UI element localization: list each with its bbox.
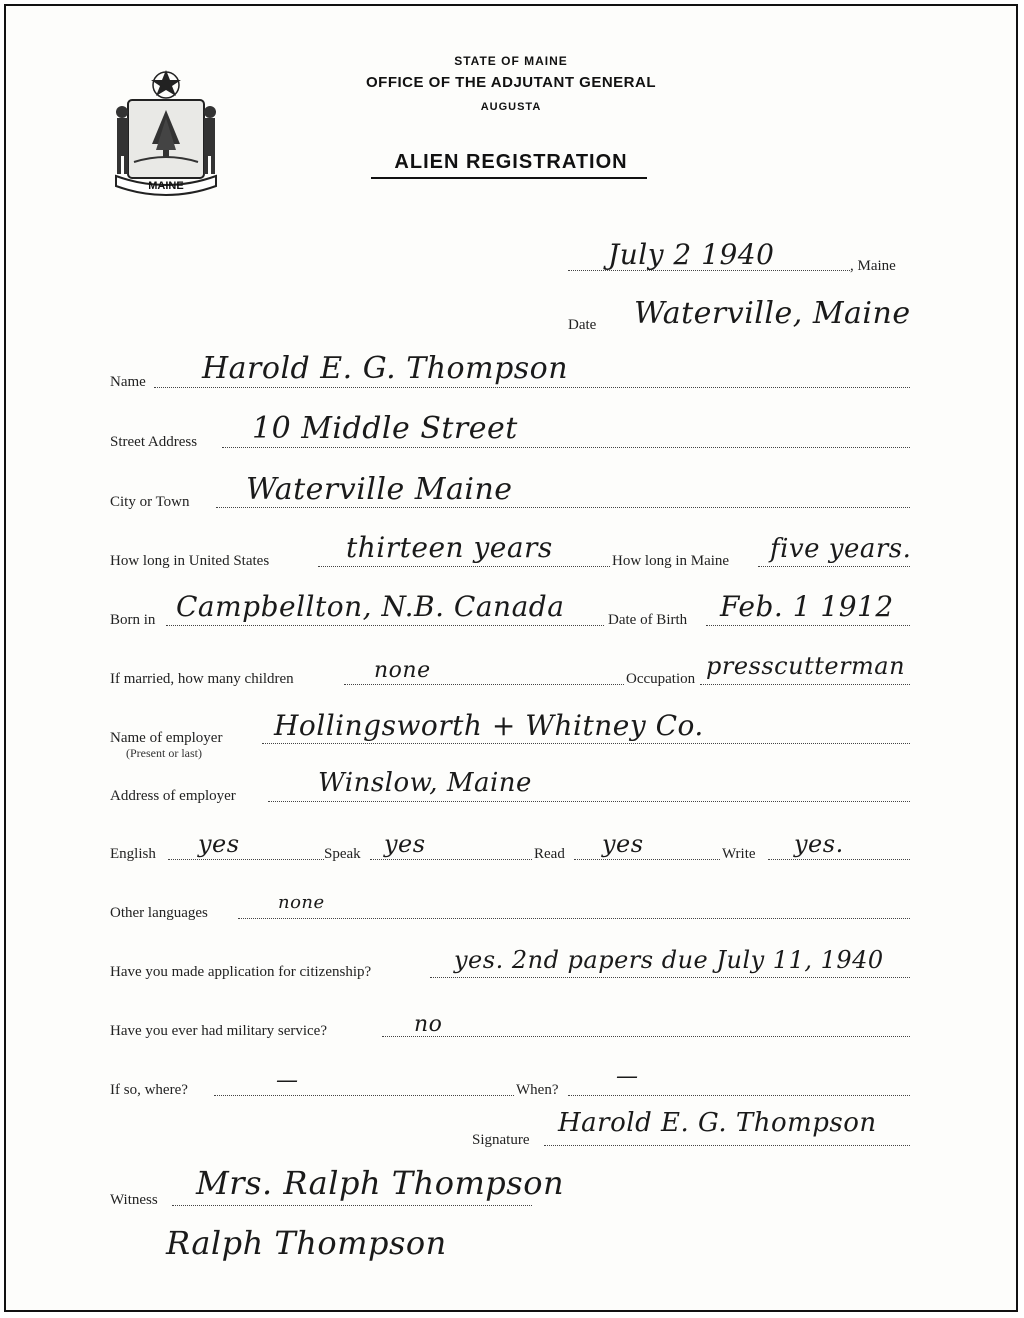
employer-name-value: Hollingsworth + Whitney Co. bbox=[274, 709, 704, 742]
children-label: If married, how many children bbox=[110, 671, 294, 687]
born-in-label: Born in bbox=[110, 612, 156, 628]
city-line bbox=[216, 507, 910, 508]
english-value: yes bbox=[198, 830, 240, 858]
city-value: Waterville Maine bbox=[246, 472, 513, 507]
form-title: ALIEN REGISTRATION bbox=[394, 151, 628, 173]
other-languages-value: none bbox=[278, 892, 325, 913]
other-languages-line bbox=[238, 918, 910, 919]
office-heading: OFFICE OF THE ADJUTANT GENERAL bbox=[366, 74, 656, 91]
street-address-line bbox=[222, 447, 910, 448]
how-long-us-label: How long in United States bbox=[110, 553, 270, 569]
date-of-birth-label: Date of Birth bbox=[608, 612, 688, 628]
street-address-value: 10 Middle Street bbox=[252, 411, 518, 446]
how-long-us-line bbox=[318, 566, 610, 567]
read-value: yes bbox=[602, 830, 644, 858]
signature-value: Harold E. G. Thompson bbox=[558, 1108, 877, 1138]
military-label: Have you ever had military service? bbox=[110, 1023, 327, 1039]
citizenship-line bbox=[430, 977, 910, 978]
employer-address-line bbox=[268, 801, 910, 802]
if-so-where-line bbox=[214, 1095, 514, 1096]
employer-address-value: Winslow, Maine bbox=[318, 768, 532, 798]
how-long-maine-line bbox=[758, 566, 910, 567]
employer-sub-label: (Present or last) bbox=[126, 746, 202, 760]
military-line bbox=[382, 1036, 910, 1037]
where-value: — bbox=[276, 1068, 299, 1093]
name-value: Harold E. G. Thompson bbox=[202, 351, 569, 386]
street-address-label: Street Address bbox=[110, 434, 198, 450]
read-label: Read bbox=[534, 846, 565, 862]
speak-line bbox=[370, 859, 532, 860]
svg-text:MAINE: MAINE bbox=[148, 180, 184, 192]
date-of-birth-value: Feb. 1 1912 bbox=[720, 590, 894, 623]
read-line bbox=[574, 859, 720, 860]
occupation-value: presscutterman bbox=[706, 652, 906, 680]
witness-label: Witness bbox=[110, 1192, 158, 1208]
citizenship-label: Have you made application for citizenship? bbox=[110, 964, 372, 980]
military-value: no bbox=[414, 1012, 443, 1037]
when-label: When? bbox=[516, 1082, 559, 1098]
name-line bbox=[154, 387, 910, 388]
occupation-line bbox=[700, 684, 910, 685]
date-value: July 2 1940 bbox=[608, 238, 775, 271]
children-line bbox=[344, 684, 624, 685]
citizenship-value: yes. 2nd papers due July 11, 1940 bbox=[454, 946, 884, 974]
english-label: English bbox=[110, 846, 156, 862]
title-underline bbox=[371, 177, 647, 179]
witness-1-value: Mrs. Ralph Thompson bbox=[196, 1164, 565, 1202]
speak-label: Speak bbox=[324, 846, 361, 862]
state-heading: STATE OF MAINE bbox=[454, 54, 568, 68]
witness-line bbox=[172, 1205, 532, 1206]
signature-line bbox=[544, 1145, 910, 1146]
born-in-line bbox=[166, 625, 604, 626]
employer-name-line bbox=[262, 743, 910, 744]
how-long-us-value: thirteen years bbox=[346, 531, 553, 564]
when-line bbox=[568, 1095, 910, 1096]
place-value: Waterville, Maine bbox=[634, 296, 911, 331]
write-value: yes. bbox=[794, 830, 844, 858]
state-seal-icon bbox=[110, 66, 222, 198]
date-of-birth-line bbox=[706, 625, 910, 626]
write-line bbox=[768, 859, 910, 860]
how-long-maine-value: five years. bbox=[770, 534, 912, 564]
english-line bbox=[168, 859, 324, 860]
other-languages-label: Other languages bbox=[110, 905, 208, 921]
if-so-where-label: If so, where? bbox=[110, 1082, 188, 1098]
write-label: Write bbox=[722, 846, 756, 862]
children-value: none bbox=[374, 658, 431, 683]
speak-value: yes bbox=[384, 830, 426, 858]
employer-name-label: Name of employer bbox=[110, 730, 223, 746]
name-label: Name bbox=[110, 374, 146, 390]
when-value: — bbox=[616, 1064, 639, 1089]
born-in-value: Campbellton, N.B. Canada bbox=[176, 590, 565, 623]
date-label: Date bbox=[568, 317, 597, 333]
signature-label: Signature bbox=[472, 1132, 530, 1148]
maine-suffix-label: , Maine bbox=[850, 258, 896, 274]
how-long-maine-label: How long in Maine bbox=[612, 553, 730, 569]
city-heading: AUGUSTA bbox=[480, 101, 542, 113]
registration-form bbox=[4, 4, 1018, 1312]
witness-2-value: Ralph Thompson bbox=[166, 1224, 447, 1262]
employer-address-label: Address of employer bbox=[110, 788, 236, 804]
city-label: City or Town bbox=[110, 494, 190, 510]
occupation-label: Occupation bbox=[626, 671, 696, 687]
